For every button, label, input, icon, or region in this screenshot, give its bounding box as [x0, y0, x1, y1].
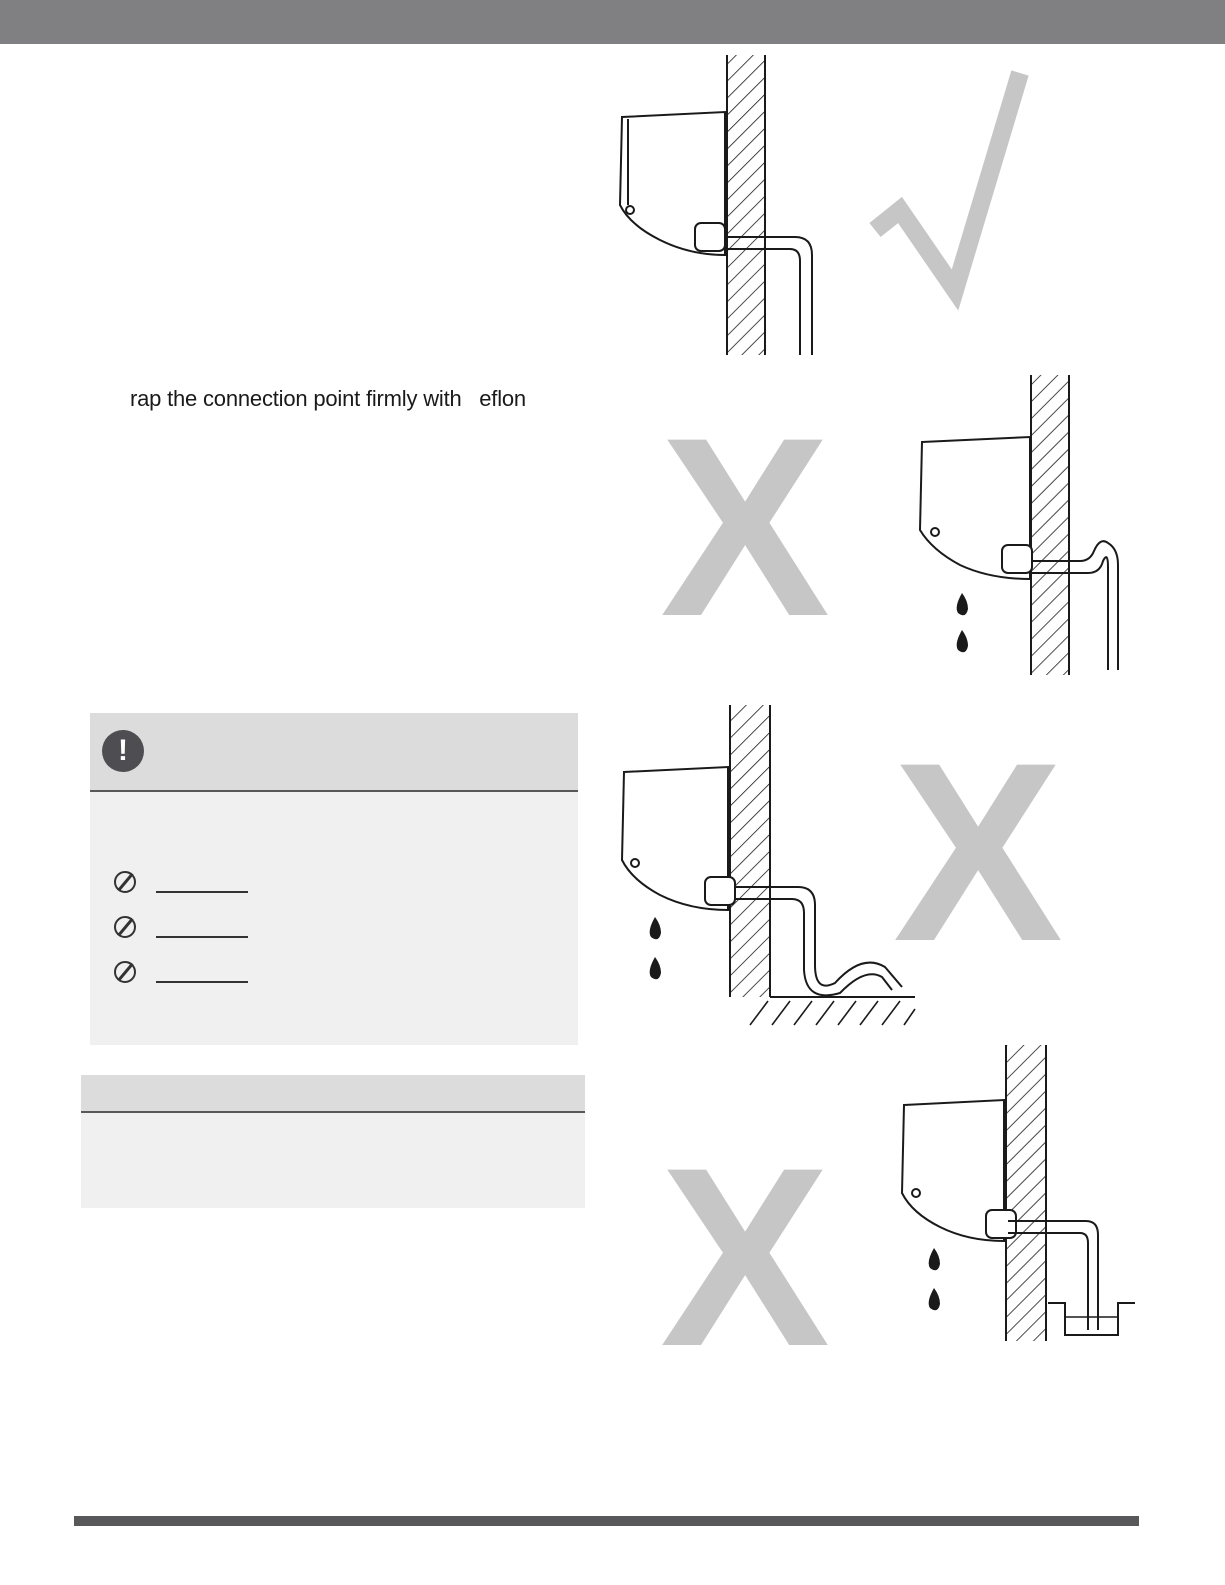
water-drop-icon	[957, 630, 968, 652]
caution-item-line	[156, 936, 248, 938]
prohibition-icon	[114, 916, 136, 938]
indoor-unit	[620, 112, 725, 255]
checkmark	[875, 73, 1020, 290]
figure-wrong-raised-pipe	[650, 375, 1135, 680]
prohibition-icon	[114, 961, 136, 983]
note-header	[81, 1075, 585, 1113]
wall	[727, 55, 765, 355]
wrong-x-mark: X	[659, 1115, 831, 1400]
caution-box	[90, 713, 578, 1045]
footer-rule	[74, 1516, 1139, 1526]
figure-wrong-submerged-pipe	[650, 1045, 1135, 1400]
note-box	[81, 1075, 585, 1208]
instruction-text: rap the connection point firmly with eflon	[130, 386, 526, 411]
exclamation-icon: !	[102, 730, 144, 772]
header-bar	[0, 0, 1225, 44]
caution-item-line	[156, 981, 248, 983]
prohibition-icon	[114, 871, 136, 893]
caution-item	[114, 961, 374, 989]
caution-item	[114, 916, 374, 944]
water-drop-icon	[957, 593, 968, 615]
figure-wrong-wavy-pipe	[610, 705, 1080, 1035]
caution-item	[114, 871, 374, 899]
caution-header	[90, 713, 578, 792]
figure-correct-drain	[600, 55, 1040, 360]
wrong-x-mark: X	[659, 385, 831, 670]
svg-text:X: X	[892, 710, 1064, 995]
caution-item-line	[156, 891, 248, 893]
